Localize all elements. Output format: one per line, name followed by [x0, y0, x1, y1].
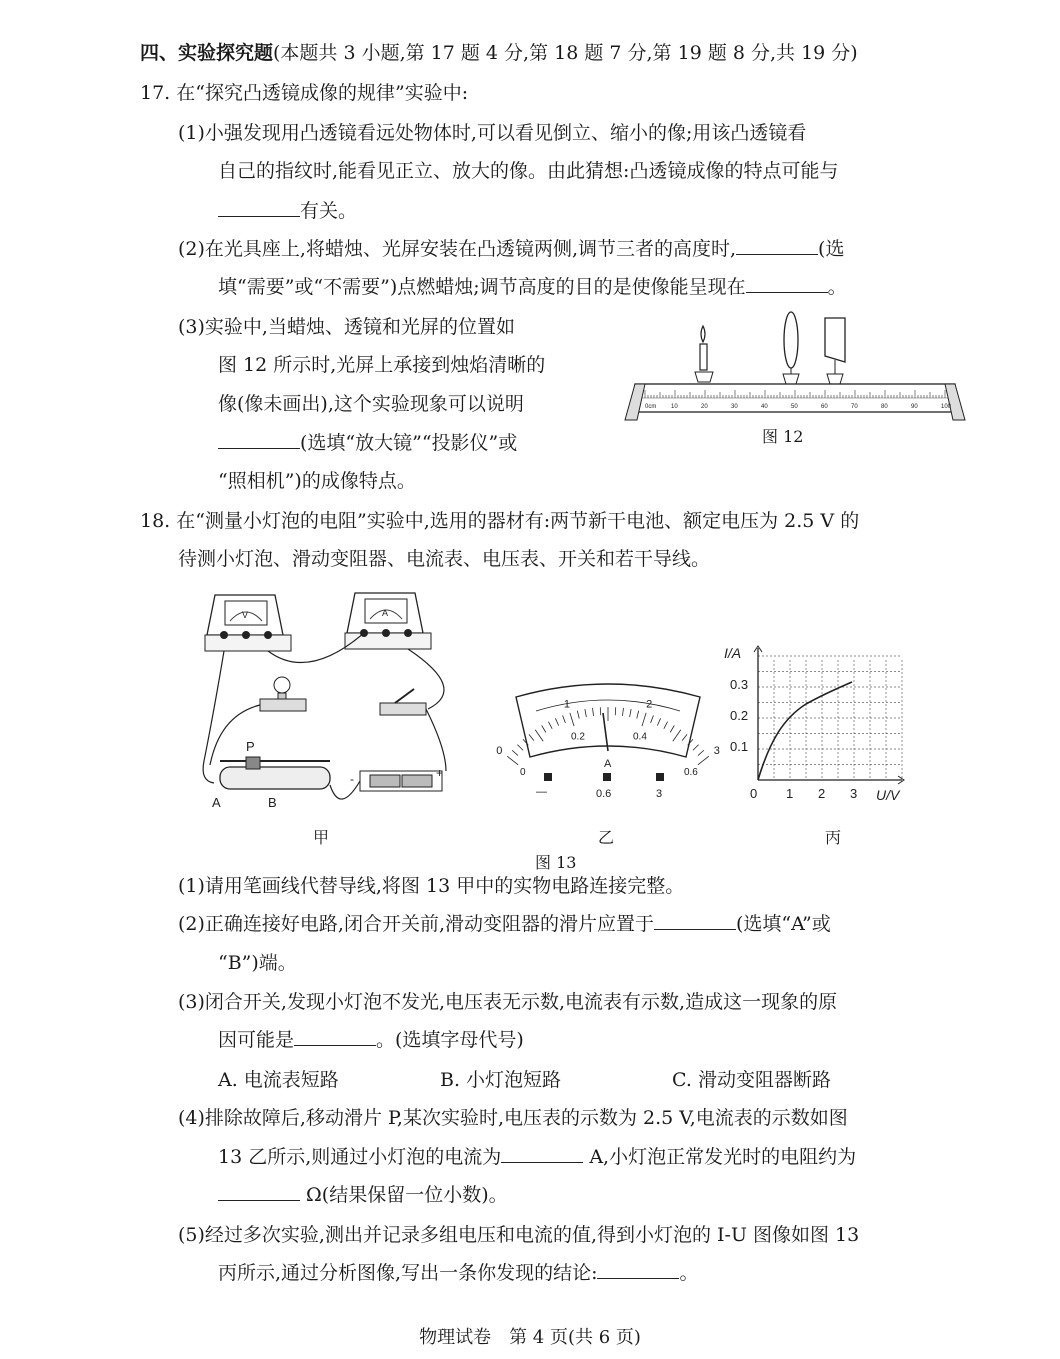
- q17-p3-line4: [218, 430, 517, 456]
- q18-p4-text-c: Ω(结果保留一位小数)。: [306, 1184, 508, 1206]
- q18-p5-text-a: 丙所示,通过分析图像,写出一条你发现的结论:: [218, 1262, 598, 1284]
- bench-tick-label: 60: [821, 404, 828, 410]
- figure-12-optical-bench: [615, 300, 975, 430]
- answer-blank[interactable]: [597, 1260, 679, 1279]
- q17-p3-line4-text: (选填“放大镜”“投影仪”或: [300, 432, 518, 454]
- y-axis-label: I/A: [724, 645, 742, 661]
- q17-p2-text-a: (2)在光具座上,将蜡烛、光屏安装在凸透镜两侧,调节三者的高度时,: [178, 238, 737, 260]
- label-p: P: [246, 739, 255, 754]
- q18-p4-line2: [218, 1144, 856, 1170]
- q18-p3-line2: [218, 1027, 524, 1053]
- q18-p5-line2: [218, 1260, 699, 1286]
- figure-12-caption: 图 12: [762, 427, 804, 446]
- q18-p4-text-a: 13 乙所示,则通过小灯泡的电流为: [218, 1146, 502, 1168]
- bench-tick-label: 80: [881, 404, 888, 410]
- bench-tick-label: 100: [941, 404, 952, 410]
- q17-p1-line3: [218, 198, 357, 224]
- q18-p3-line1: (3)闭合开关,发现小灯泡不发光,电压表无示数,电流表有示数,造成这一现象的原: [178, 991, 838, 1013]
- dial-tick: [512, 750, 518, 755]
- q17-stem-text: 在“探究凸透镜成像的规律”实验中:: [176, 82, 469, 104]
- x-tick: 1: [786, 786, 794, 801]
- q17-stem: [140, 80, 468, 106]
- q18-p5-line1: (5)经过多次实验,测出并记录多组电压和电流的值,得到小灯泡的 I-U 图像如图 13: [178, 1224, 860, 1246]
- page-footer: 物理试卷 第 4 页(共 6 页): [419, 1327, 641, 1348]
- q18-p3-text-a: 因可能是: [218, 1029, 295, 1051]
- x-tick: 2: [818, 786, 826, 801]
- dial-label-top: 3: [713, 745, 720, 758]
- q18-option-b[interactable]: B. 小灯泡短路: [440, 1069, 562, 1091]
- candle-icon: [695, 326, 713, 382]
- figure-13b-dial: [496, 685, 720, 805]
- q18-p4-line3: [218, 1182, 508, 1208]
- dial-label-bottom: 0.4: [632, 731, 647, 743]
- label-a: A: [212, 795, 221, 810]
- y-tick: 0.1: [730, 739, 749, 754]
- bench-tick-label: 50: [791, 404, 798, 410]
- figure-13b-caption: 乙: [598, 828, 615, 847]
- label-b: B: [268, 795, 277, 810]
- bench-tick-label: 30: [731, 404, 738, 410]
- bench-rail: [625, 384, 965, 420]
- q18-p4-text-b: A,小灯泡正常发光时的电阻约为: [589, 1146, 857, 1168]
- dial-tick: [698, 750, 704, 755]
- q17-p2-line1: [178, 236, 844, 262]
- terminal-3: 3: [656, 788, 663, 800]
- q18-option-c[interactable]: C. 滑动变阻器断路: [672, 1069, 831, 1091]
- switch-icon: [380, 689, 426, 715]
- screen-icon: [825, 318, 845, 384]
- bench-tick-label: 20: [701, 404, 708, 410]
- q18-p2-text-b: (选填“A”或: [736, 913, 831, 935]
- x-axis-label: U/V: [876, 787, 900, 803]
- battery-icon: [350, 766, 443, 791]
- dial-label-bottom: 0.2: [571, 731, 585, 743]
- lens-icon: [783, 312, 799, 384]
- q18-stem-line1: [140, 508, 859, 534]
- y-tick: 0.2: [730, 708, 749, 723]
- rheostat-icon: [212, 739, 330, 810]
- figure-13c-caption: 丙: [825, 828, 842, 847]
- bench-tick-label: 10: [671, 404, 678, 410]
- q18-p4-line1: (4)排除故障后,移动滑片 P,某次实验时,电压表的示数为 2.5 V,电流表的示数如图: [178, 1107, 848, 1129]
- bulb-icon: [260, 677, 306, 711]
- q18-p1: (1)请用笔画线代替导线,将图 13 甲中的实物电路连接完整。: [178, 875, 685, 897]
- q18-number: 18.: [140, 510, 171, 532]
- figure-13c-iu-graph: [713, 640, 916, 808]
- q17-p1-line3-text: 有关。: [300, 200, 358, 222]
- dial-tick: [507, 756, 518, 765]
- q18-p2-line2: “B”)端。: [218, 952, 297, 974]
- answer-blank[interactable]: [294, 1027, 376, 1046]
- bench-tick-label: 0cm: [645, 404, 657, 410]
- dial-tick: [693, 745, 699, 751]
- answer-blank[interactable]: [218, 1182, 300, 1201]
- section-header: [140, 40, 858, 66]
- q17-p1-line1: (1)小强发现用凸透镜看远处物体时,可以看见倒立、缩小的像;用该凸透镜看: [178, 122, 807, 144]
- q17-p1-line2: 自己的指纹时,能看见正立、放大的像。由此猜想:凸透镜成像的特点可能与: [218, 160, 839, 182]
- x-tick: 3: [850, 786, 858, 801]
- dial-tick: [698, 756, 709, 765]
- dial-label-bottom: 0.6: [683, 766, 698, 778]
- q17-p3-line2: 图 12 所示时,光屏上承接到烛焰清晰的: [218, 354, 546, 376]
- y-tick: 0.3: [730, 677, 749, 692]
- voltmeter-icon: [205, 595, 291, 651]
- dial-tick: [517, 745, 523, 751]
- section-note: (本题共 3 小题,第 17 题 4 分,第 18 题 7 分,第 19 题 8 分,共 19 分): [273, 42, 858, 64]
- battery-plus: +: [436, 766, 444, 780]
- figure-13-caption: 图 13: [535, 853, 577, 872]
- dial-label-top: 1: [563, 698, 571, 711]
- q18-p3-text-b: 。(选填字母代号): [376, 1029, 524, 1051]
- q17-p2-text-c: 填“需要”或“不需要”)点燃蜡烛;调节高度的目的是使像能呈现在: [218, 276, 746, 298]
- answer-blank[interactable]: [654, 911, 736, 930]
- answer-blank[interactable]: [746, 274, 828, 293]
- answer-blank[interactable]: [736, 236, 818, 255]
- ammeter-icon: [345, 593, 431, 649]
- q17-p2-text-d: 。: [827, 276, 847, 298]
- section-title: 四、实验探究题: [140, 42, 274, 64]
- q18-p5-text-b: 。: [679, 1262, 699, 1284]
- dial-label-bottom: 0: [520, 766, 526, 778]
- terminal-0.6: 0.6: [596, 788, 612, 800]
- battery-minus: -: [350, 772, 354, 786]
- q18-stem-line2: 待测小灯泡、滑动变阻器、电流表、电压表、开关和若干导线。: [178, 548, 711, 570]
- bench-tick-label: 40: [761, 404, 768, 410]
- q18-stem-text: 在“测量小灯泡的电阻”实验中,选用的器材有:两节新干电池、额定电压为 2.5 V 的: [176, 510, 860, 532]
- bench-tick-label: 90: [911, 404, 918, 410]
- dial-label-top: 0: [496, 745, 503, 758]
- q18-p2-text-a: (2)正确连接好电路,闭合开关前,滑动变阻器的滑片应置于: [178, 913, 654, 935]
- dial-unit: A: [604, 758, 612, 770]
- x-tick: 0: [750, 786, 758, 801]
- q18-option-a[interactable]: A. 电流表短路: [218, 1069, 339, 1091]
- ammeter-label: A: [382, 608, 389, 618]
- figure-13a-circuit: [190, 585, 470, 820]
- figure-13a-caption: 甲: [313, 828, 330, 847]
- dial-label-top: 2: [646, 698, 653, 711]
- q18-p2-line1: [178, 911, 831, 937]
- terminal-minus: —: [536, 786, 547, 798]
- bench-tick-label: 70: [851, 404, 858, 410]
- q17-p3-line1: (3)实验中,当蜡烛、透镜和光屏的位置如: [178, 316, 515, 338]
- q17-p3-line3: 像(像未画出),这个实验现象可以说明: [218, 393, 524, 415]
- q17-p3-line5: “照相机”)的成像特点。: [218, 470, 416, 492]
- answer-blank[interactable]: [218, 198, 300, 217]
- answer-blank[interactable]: [218, 430, 300, 449]
- q17-p2-line2: [218, 274, 847, 300]
- q17-p2-text-b: (选: [818, 238, 845, 260]
- answer-blank[interactable]: [501, 1144, 583, 1163]
- graph-grid: [758, 656, 902, 780]
- q17-number: 17.: [140, 82, 171, 104]
- voltmeter-label: V: [242, 610, 249, 620]
